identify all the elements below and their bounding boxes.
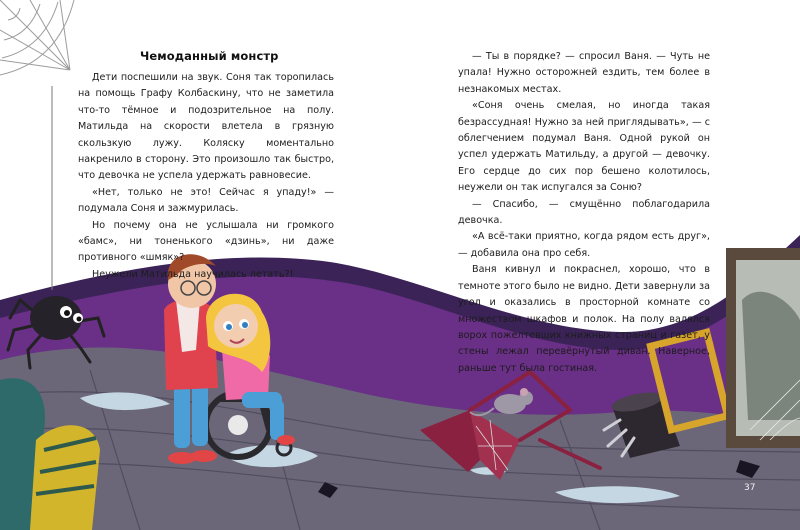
paragraph: — Ты в порядке? — спросил Ваня. — Чуть не упала! Нужно осторожней ездить, тем более в незнакомых местах. bbox=[458, 51, 710, 95]
paragraph: «Соня очень смелая, но иногда такая безрассудная! Нужно за ней приглядывать», — с облегчением подумал Ваня. Одной рукой он успел удержать Матильду, а другой — девочку. Его сердце до сих пор бешено колотилось, неужели он так испугался за Соню? bbox=[458, 100, 710, 194]
mirror-icon bbox=[726, 248, 800, 448]
right-text-column bbox=[458, 49, 710, 377]
paragraph: Но почему она не услышала ни громкого «бамс», ни тоненького «дзинь», ни даже противного «шмяк»? bbox=[78, 219, 334, 264]
paragraph: «А всё-таки приятно, когда рядом есть друг», — добавила она про себя. bbox=[458, 231, 710, 259]
paragraph: Ваня кивнул и покраснел, хорошо, что в темноте этого было не видно. Дети завернули за угол и оказались в просторной комнате со множеством шкафов и полок. На полу валялся ворох пожелтевших книжных страниц и газет, у стены лежал перевёрнутый диван. Наверное, раньше тут была гостиная. bbox=[458, 264, 710, 374]
paragraph: Дети поспешили на звук. Соня так торопилась на помощь Графу Колбаскину, что не заметила что-то тёмное и подозрительное на полу. Матильда на скорости влетела в грязную скользкую лужу. Коляску моментально накренило в сторону. Это произошло так быстро, что девочка не успела удержать равновесие. bbox=[78, 72, 334, 182]
paragraph: Неужели Матильда научилась летать?! bbox=[92, 268, 294, 280]
cobweb-icon bbox=[0, 0, 74, 75]
paragraph: «Нет, только не это! Сейчас я упаду!» — подумала Соня и зажмурилась. bbox=[78, 186, 334, 215]
chapter-title: Чемоданный монстр bbox=[140, 49, 279, 63]
left-text-column bbox=[78, 70, 334, 283]
page-number: 37 bbox=[744, 483, 756, 493]
paragraph: — Спасибо, — смущённо поблагодарила девочка. bbox=[458, 198, 710, 227]
